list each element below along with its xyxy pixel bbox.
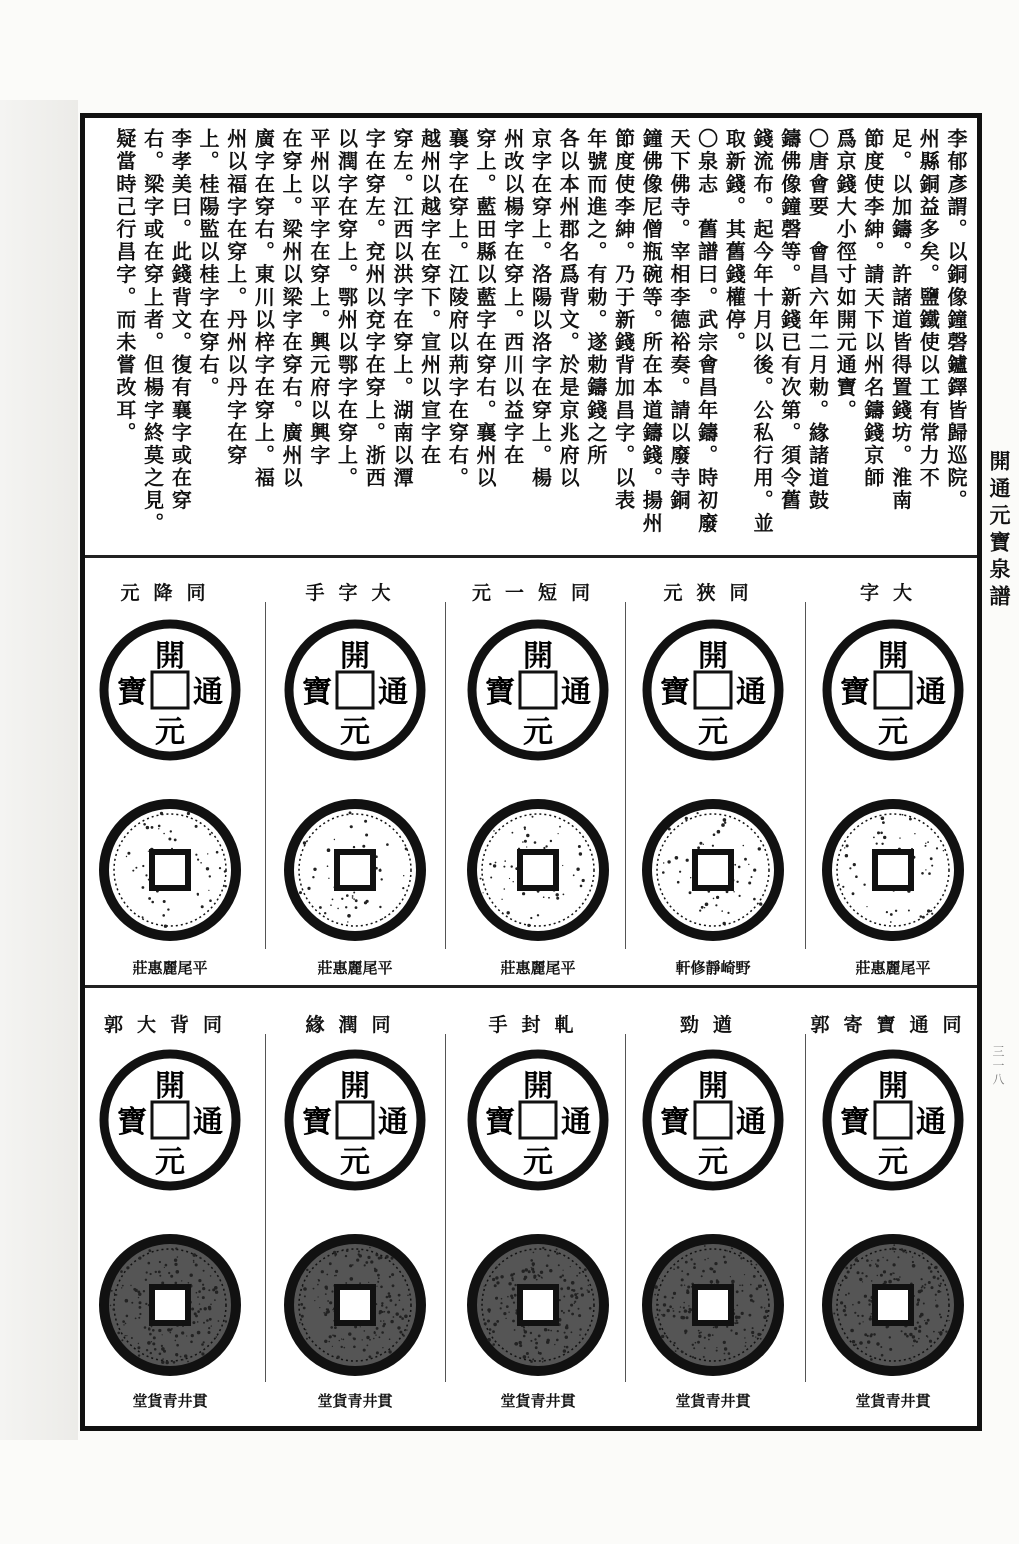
coin-legend-top: 開 bbox=[155, 1069, 185, 1104]
coin-legend-right: 通 bbox=[736, 1105, 766, 1140]
coin-reverse bbox=[463, 795, 613, 945]
coin-legend-left: 寶 bbox=[117, 1105, 147, 1140]
coin-legend-bottom: 元 bbox=[878, 1145, 908, 1180]
coin-obverse bbox=[280, 615, 430, 765]
coin-obverse bbox=[95, 615, 245, 765]
collection-caption: 貫井青貨堂 bbox=[855, 1392, 931, 1410]
text-column: 州改以楊字在穿上。西川以益字在 bbox=[500, 128, 525, 467]
coin-legend-right: 通 bbox=[193, 675, 223, 710]
coin-legend-bottom: 元 bbox=[340, 1145, 370, 1180]
text-column: 取新錢。其舊錢權停。 bbox=[722, 128, 747, 354]
coin-legend-left: 寶 bbox=[660, 1105, 690, 1140]
coin-legend-right: 通 bbox=[916, 1105, 946, 1140]
text-column: 以潤字在穿上。鄂州以鄂字在穿上。 bbox=[334, 128, 359, 490]
coin-legend-left: 寶 bbox=[840, 1105, 870, 1140]
coin-legend-right: 通 bbox=[736, 675, 766, 710]
text-column: 州以福字在穿上。丹州以丹字在穿 bbox=[223, 128, 248, 467]
coin-legend-left: 寶 bbox=[117, 675, 147, 710]
coin-obverse bbox=[463, 615, 613, 765]
coin-legend-right: 通 bbox=[916, 675, 946, 710]
column-divider bbox=[625, 1034, 626, 1382]
column-divider bbox=[265, 602, 266, 949]
page-frame bbox=[80, 113, 982, 1431]
coin-legend-right: 通 bbox=[378, 675, 408, 710]
column-divider bbox=[805, 602, 806, 949]
collection-caption: 貫井青貨堂 bbox=[317, 1392, 393, 1410]
coin-label: 同短一元 bbox=[471, 582, 604, 604]
text-column: 廣字在穿右。東川以梓字在穿上。福 bbox=[251, 128, 276, 490]
text-column: 各以本州郡名爲背文。於是京兆府以 bbox=[556, 128, 581, 490]
coin-legend-top: 開 bbox=[340, 639, 370, 674]
text-column: 爲京錢大小徑寸如開元通寶。 bbox=[833, 128, 858, 422]
coin-label: 同通寶寄郭 bbox=[810, 1014, 976, 1036]
text-column: 年號而進之。有勅。遂勅鑄錢之所 bbox=[583, 128, 608, 467]
coin-reverse bbox=[818, 795, 968, 945]
coin-legend-right: 通 bbox=[561, 675, 591, 710]
coin-reverse bbox=[280, 795, 430, 945]
coin-legend-top: 開 bbox=[698, 1069, 728, 1104]
coin-legend-bottom: 元 bbox=[698, 1145, 728, 1180]
coin-legend-top: 開 bbox=[340, 1069, 370, 1104]
collection-caption: 貫井青貨堂 bbox=[675, 1392, 751, 1410]
coin-legend-bottom: 元 bbox=[878, 715, 908, 750]
coin-reverse bbox=[95, 795, 245, 945]
coin-obverse bbox=[638, 1045, 788, 1195]
coin-reverse bbox=[280, 1230, 430, 1380]
text-column: 穿左。江西以洪字在穿上。湖南以潭 bbox=[389, 128, 414, 490]
divider-middle bbox=[85, 985, 977, 988]
text-column: 字在穿左。兗州以兗字在穿上。浙西 bbox=[362, 128, 387, 490]
text-column: 鑄佛像鐘磬等。新錢已有次第。須令舊 bbox=[777, 128, 802, 513]
coin-legend-top: 開 bbox=[878, 639, 908, 674]
coin-legend-right: 通 bbox=[193, 1105, 223, 1140]
text-column: 越州以越字在穿下。宣州以宣字在 bbox=[417, 128, 442, 467]
coin-label: 同降元 bbox=[120, 582, 220, 604]
coin-reverse bbox=[463, 1230, 613, 1380]
coin-legend-left: 寶 bbox=[485, 675, 515, 710]
text-column: 足。以加鑄。許諸道皆得置錢坊。淮南 bbox=[888, 128, 913, 513]
column-divider bbox=[445, 1034, 446, 1382]
text-column: 上。桂陽監以桂字在穿右。 bbox=[196, 128, 221, 400]
coin-legend-top: 開 bbox=[523, 639, 553, 674]
coin-legend-top: 開 bbox=[155, 639, 185, 674]
text-column: 錢流布。起今年十月以後。公私行用。並 bbox=[750, 128, 775, 535]
coin-reverse bbox=[638, 1230, 788, 1380]
column-divider bbox=[625, 602, 626, 949]
coin-label: 同狹元 bbox=[663, 582, 763, 604]
column-divider bbox=[445, 602, 446, 949]
coin-reverse bbox=[818, 1230, 968, 1380]
coin-obverse bbox=[818, 1045, 968, 1195]
text-column: 在穿上。梁州以梁字在穿右。廣州以 bbox=[279, 128, 304, 490]
coin-legend-right: 通 bbox=[561, 1105, 591, 1140]
coin-obverse bbox=[95, 1045, 245, 1195]
text-column: 〇泉志 舊譜曰。武宗會昌年鑄。時初廢 bbox=[694, 128, 719, 535]
text-column: 鐘佛像尼僧瓶碗等。所在本道鑄錢。揚州 bbox=[639, 128, 664, 535]
coin-label: 大字 bbox=[859, 582, 926, 604]
coin-legend-bottom: 元 bbox=[340, 715, 370, 750]
coin-legend-left: 寶 bbox=[660, 675, 690, 710]
text-column: 穿上。藍田縣以藍字在穿右。襄州以 bbox=[473, 128, 498, 490]
text-column: 節度使李紳。乃于新錢背加昌字。以表 bbox=[611, 128, 636, 513]
text-column: 右。梁字或在穿上者。但楊字終莫之見。 bbox=[140, 128, 165, 535]
coin-label: 遒勁 bbox=[679, 1014, 746, 1036]
column-divider bbox=[805, 1034, 806, 1382]
coin-legend-bottom: 元 bbox=[155, 715, 185, 750]
coin-label: 大字手 bbox=[305, 582, 405, 604]
text-column: 州縣銅益多矣。鹽鐵使以工有常力不 bbox=[916, 128, 941, 490]
collection-caption: 平尾麗惠莊 bbox=[500, 959, 576, 977]
text-column: 〇唐會要 會昌六年二月勅。緣諸道鼓 bbox=[805, 128, 830, 513]
text-column: 天下佛寺。宰相李德裕奏。請以廢寺銅 bbox=[666, 128, 691, 513]
coin-legend-bottom: 元 bbox=[523, 1145, 553, 1180]
divider-top bbox=[85, 555, 977, 558]
coin-legend-bottom: 元 bbox=[698, 715, 728, 750]
text-column: 京字在穿上。洛陽以洛字在穿上。楊 bbox=[528, 128, 553, 490]
coin-legend-bottom: 元 bbox=[155, 1145, 185, 1180]
page-number: 三一八 bbox=[991, 1045, 1005, 1087]
coin-legend-top: 開 bbox=[698, 639, 728, 674]
coin-label: 同潤緣 bbox=[305, 1014, 405, 1036]
coin-legend-right: 通 bbox=[378, 1105, 408, 1140]
collection-caption: 貫井青貨堂 bbox=[132, 1392, 208, 1410]
collection-caption: 平尾麗惠莊 bbox=[317, 959, 393, 977]
text-column: 疑當時己行昌字。而未嘗改耳。 bbox=[112, 128, 137, 445]
coin-legend-bottom: 元 bbox=[523, 715, 553, 750]
coin-obverse bbox=[638, 615, 788, 765]
coin-legend-left: 寶 bbox=[485, 1105, 515, 1140]
text-column: 節度使李紳。請天下以州名鑄錢京師 bbox=[860, 128, 885, 490]
text-block bbox=[112, 128, 977, 553]
text-column: 平州以平字在穿上。興元府以興字 bbox=[306, 128, 331, 467]
coin-obverse bbox=[818, 615, 968, 765]
text-column: 襄字在穿上。江陵府以荊字在穿右。 bbox=[445, 128, 470, 490]
text-column: 李郁彥謂。以銅像鐘磬鑪鐸皆歸巡院。 bbox=[944, 128, 968, 513]
page-margin bbox=[0, 100, 78, 1440]
coin-legend-left: 寶 bbox=[302, 1105, 332, 1140]
collection-caption: 平尾麗惠莊 bbox=[855, 959, 931, 977]
coin-label: 同背大郭 bbox=[103, 1014, 236, 1036]
collection-caption: 貫井青貨堂 bbox=[500, 1392, 576, 1410]
column-divider bbox=[265, 1034, 266, 1382]
coin-legend-left: 寶 bbox=[302, 675, 332, 710]
coin-legend-top: 開 bbox=[523, 1069, 553, 1104]
coin-label: 軋封手 bbox=[488, 1014, 588, 1036]
text-column: 李孝美曰。此錢背文。復有襄字或在穿 bbox=[168, 128, 193, 513]
coin-legend-top: 開 bbox=[878, 1069, 908, 1104]
coin-obverse bbox=[463, 1045, 613, 1195]
collection-caption: 平尾麗惠莊 bbox=[132, 959, 208, 977]
coin-reverse bbox=[638, 795, 788, 945]
coin-obverse bbox=[280, 1045, 430, 1195]
collection-caption: 野崎靜修軒 bbox=[675, 959, 751, 977]
coin-legend-left: 寶 bbox=[840, 675, 870, 710]
coin-reverse bbox=[95, 1230, 245, 1380]
side-title: 開通元寶泉譜 bbox=[987, 450, 1012, 612]
